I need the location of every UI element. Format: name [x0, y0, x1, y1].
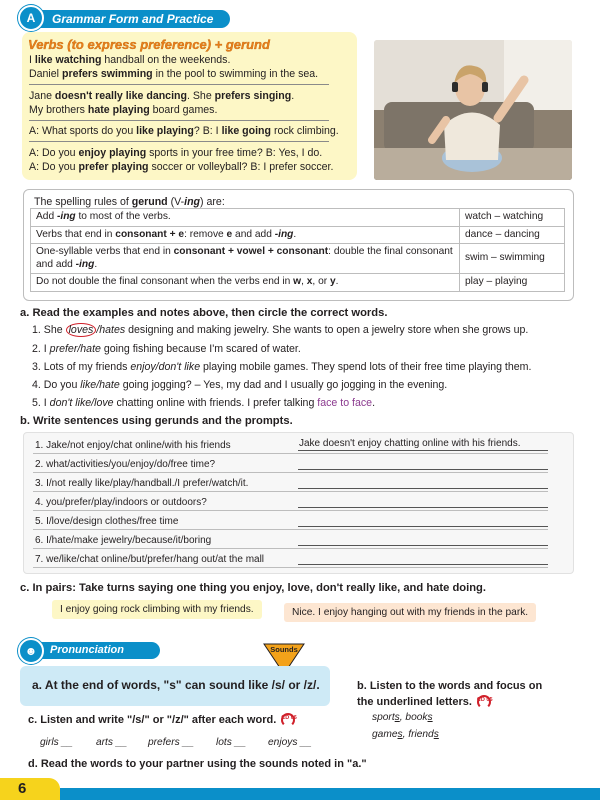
circled-answer[interactable]: loves [66, 323, 97, 337]
speech-bubble: I enjoy going rock climbing with my friends. [52, 600, 262, 619]
exercise-pb-line-2: the underlined letters. CD 05 [357, 695, 493, 708]
exercise-a-item-5: 5. I don't like/love chatting online with friends. I prefer talking face to face. [32, 397, 376, 409]
grammar-example-1: I like watching handball on the weekends. [29, 54, 231, 66]
rule-example: watch – watching [460, 209, 565, 227]
grammar-example-2: Daniel prefers swimming in the pool to swimming in the sea. [29, 68, 319, 80]
word-blank[interactable]: arts __ [96, 737, 128, 748]
rule-cell: Do not double the final consonant when the verbs end in w, x, or y. [31, 274, 460, 292]
exercise-b-heading: b. Write sentences using gerunds and the prompts. [20, 415, 293, 427]
pronunciation-note-a: a. At the end of words, "s" can sound like /s/ or /z/. [20, 666, 330, 706]
exercise-a-item-4: 4. Do you like/hate going jogging? – Yes, my dad and I usually go jogging in the evening. [32, 379, 448, 391]
choice-option[interactable]: prefer/hate [49, 343, 101, 355]
headphones-cd-icon[interactable]: CD 05 [476, 695, 492, 709]
table-row [31, 226, 565, 244]
sounds-label: Sounds [262, 642, 306, 676]
rule-example: play – playing [460, 274, 565, 292]
word-blank[interactable]: enjoys __ [268, 737, 312, 748]
exercise-a-item-1: 1. She loves /hates designing and making jewelry. She wants to open a jewelry store when she grows up. [32, 324, 529, 336]
grammar-example-4: My brothers hate playing board games. [29, 104, 218, 116]
prompt-line: 4. you/prefer/play/indoors or outdoors? [33, 492, 548, 511]
choice-option[interactable]: don't like/love [49, 397, 114, 409]
word-pair: games, friends [372, 729, 439, 740]
prompt-line: 1. Jake/not enjoy/chat online/with his friends Jake doesn't enjoy chatting online with his friends. [33, 435, 548, 454]
photo-illustration [374, 40, 572, 180]
exercise-a-item-3: 3. Lots of my friends enjoy/don't like playing mobile games. They spend lots of their free time playing them. [32, 361, 532, 373]
rule-cell: Verbs that end in consonant + e: remove e and add -ing. [31, 226, 460, 244]
word-pair: sports, books [372, 712, 433, 723]
prompt-line: 6. I/hate/make jewelry/because/it/boring [33, 530, 548, 549]
speaker-icon: ☻ [18, 638, 44, 664]
answer-field[interactable] [298, 514, 548, 527]
grammar-badge-icon: A [18, 5, 44, 31]
prompt-line: 5. I/love/design clothes/free time [33, 511, 548, 530]
exercise-pd: d. Read the words to your partner using the sounds noted in "a." [28, 758, 367, 770]
divider [29, 84, 329, 85]
answer-field[interactable] [298, 476, 548, 489]
exercise-a-item-2: 2. I prefer/hate going fishing because I'm scared of water. [32, 343, 301, 355]
divider [29, 120, 329, 121]
section-header-pronunciation [18, 638, 158, 660]
grammar-title: Verbs (to express preference) + gerund [28, 37, 270, 52]
answer-field[interactable]: Jake doesn't enjoy chatting online with his friends. [298, 438, 548, 451]
rule-example: swim – swimming [460, 244, 565, 274]
word-blank[interactable]: lots __ [216, 737, 247, 748]
speech-bubble: Nice. I enjoy hanging out with my friends in the park. [284, 603, 536, 622]
grammar-example-5: A: What sports do you like playing? B: I like going rock climbing. [29, 125, 339, 137]
section-header-grammar [18, 7, 228, 29]
choice-option[interactable]: like/hate [80, 379, 120, 391]
spelling-rules-table [30, 208, 565, 292]
grammar-example-6: A: Do you enjoy playing sports in your free time? B: Yes, I do. [29, 147, 323, 159]
section-title: Grammar Form and Practice [30, 10, 230, 28]
table-row [31, 209, 565, 227]
grammar-example-7: A: Do you prefer playing soccer or volleyball? B: I prefer soccer. [29, 161, 334, 173]
exercise-c-heading: c. In pairs: Take turns saying one thing you enjoy, love, don't really like, and hate doing. [20, 582, 486, 594]
answer-field[interactable] [298, 533, 548, 546]
exercise-pb-line-1: b. Listen to the words and focus on [357, 680, 543, 692]
word-blank[interactable]: prefers __ [148, 737, 194, 748]
page-number: 6 [0, 778, 60, 800]
page-footer [0, 770, 600, 800]
rule-example: dance – dancing [460, 226, 565, 244]
divider [29, 141, 329, 142]
photo-woman-with-headphones [374, 40, 572, 180]
word-blank[interactable]: girls __ [40, 737, 73, 748]
exercise-pc: c. Listen and write "/s/" or "/z/" after each word. CD 06 [28, 713, 297, 726]
grammar-example-3: Jane doesn't really like dancing. She prefers singing. [29, 90, 295, 102]
table-row [31, 244, 565, 274]
headphones-cd-icon[interactable]: CD 06 [280, 713, 296, 727]
prompt-line: 7. we/like/chat online/but/prefer/hang out/at the mall [33, 549, 548, 568]
prompt-line: 2. what/activities/you/enjoy/do/free time? [33, 454, 548, 473]
table-row [31, 274, 565, 292]
footer-bar [60, 788, 600, 800]
pronunciation-title: Pronunciation [30, 642, 160, 659]
rule-cell: One-syllable verbs that end in consonant + vowel + consonant: double the final consonant and add -ing. [31, 244, 460, 274]
exercise-a-heading: a. Read the examples and notes above, then circle the correct words. [20, 307, 388, 319]
prompt-line: 3. I/not really like/play/handball./I prefer/watch/it. [33, 473, 548, 492]
answer-field[interactable] [298, 495, 548, 508]
answer-field[interactable] [298, 552, 548, 565]
choice-option[interactable]: hates [99, 324, 126, 336]
spelling-intro: The spelling rules of gerund (V-ing) are: [34, 196, 225, 208]
rule-cell: Add -ing to most of the verbs. [31, 209, 460, 227]
choice-option[interactable]: enjoy/don't like [130, 361, 201, 373]
answer-field[interactable] [298, 457, 548, 470]
